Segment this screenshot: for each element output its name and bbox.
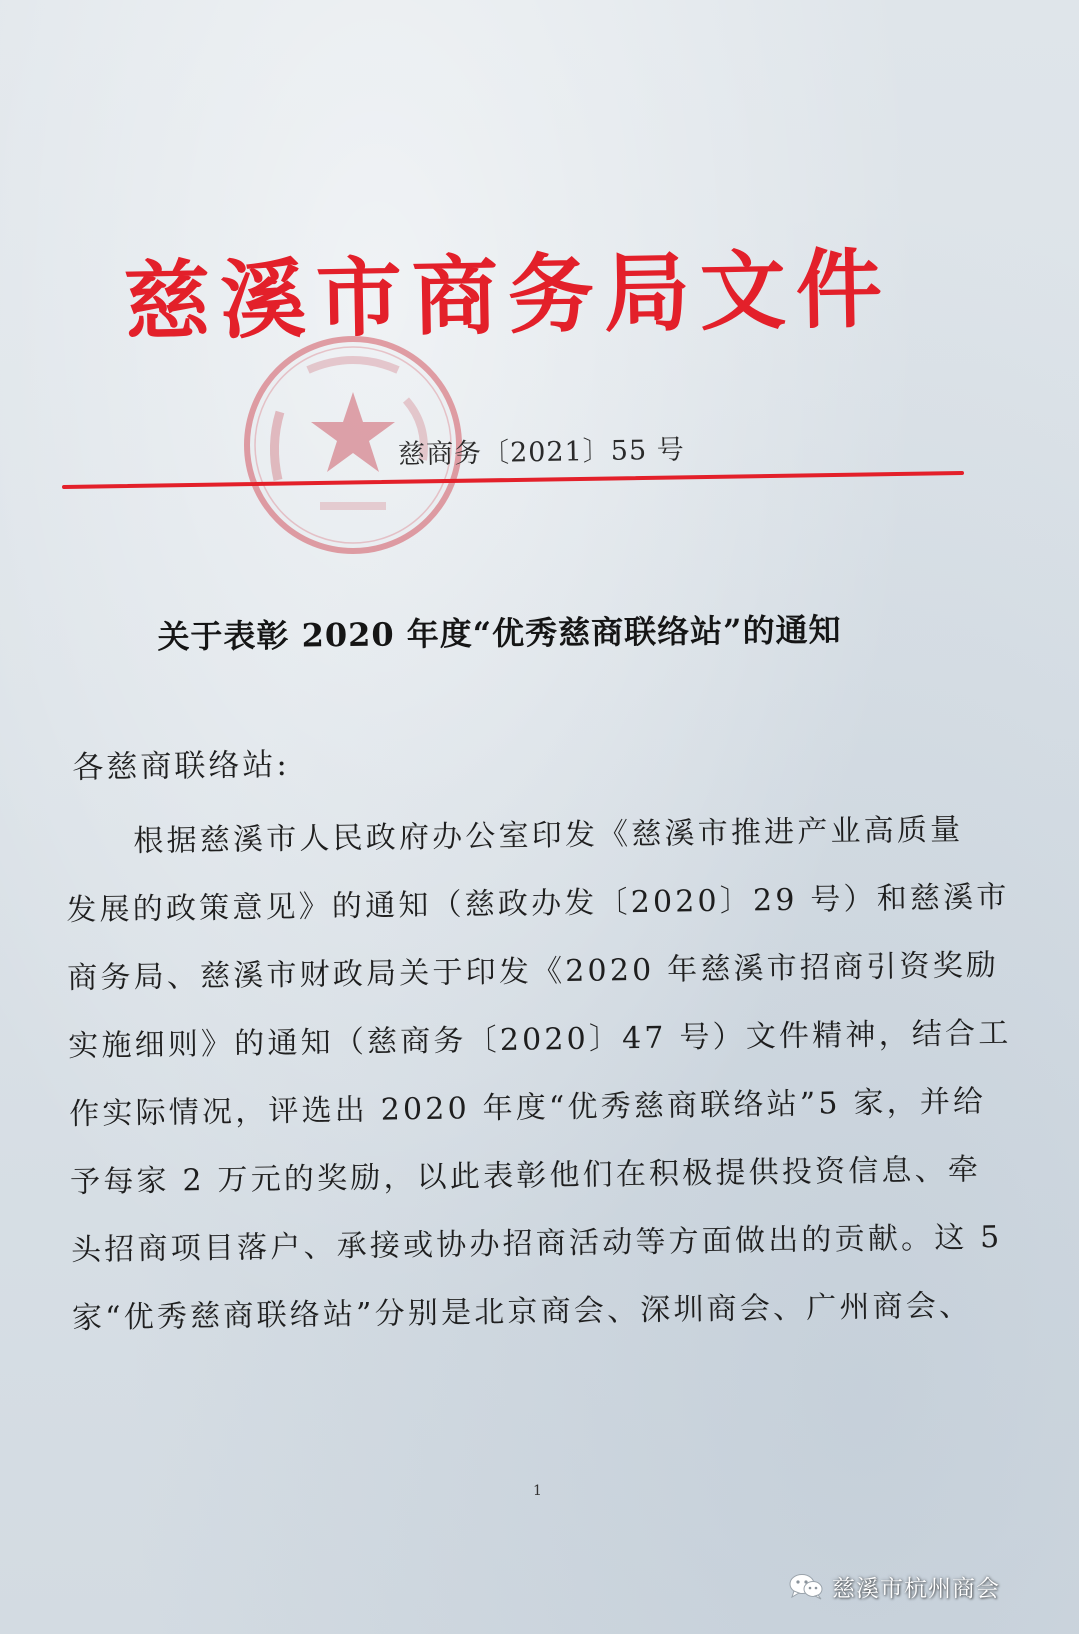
letterhead: [60, 238, 1020, 368]
watermark: [788, 1570, 1000, 1602]
letterhead-title: 慈溪市商务局文件: [123, 238, 893, 353]
body-line: 作实际情况，评选出 2020 年度“优秀慈商联络站”5 家，并给: [68, 1084, 987, 1132]
body-paragraph: [65, 796, 1023, 1353]
salutation: 各慈商联络站:: [72, 746, 291, 786]
body-line: 头招商项目落户、承接或协办招商活动等方面做出的贡献。这 5: [70, 1219, 1003, 1268]
body-line: 商务局、慈溪市财政局关于印发《2020 年慈溪市招商引资奖励: [67, 947, 1000, 996]
red-divider-line: [62, 470, 964, 490]
wechat-icon: [788, 1572, 824, 1600]
body-line: 发展的政策意见》的通知（慈政办发〔2020〕29 号）和慈溪市: [66, 879, 1010, 928]
body-line: 实施细则》的通知（慈商务〔2020〕47 号）文件精神，结合工: [68, 1015, 1012, 1064]
page-number: 1: [533, 1483, 542, 1499]
document-number: 慈商务〔2021〕55 号: [397, 434, 685, 471]
body-line: 根据慈溪市人民政府办公室印发《慈溪市推进产业高质量: [133, 812, 964, 860]
notice-title: 关于表彰 2020 年度“优秀慈商联络站”的通知: [157, 610, 842, 657]
watermark-text: 慈溪市杭州商会: [832, 1575, 1000, 1602]
document-body: [64, 729, 1022, 1353]
body-line: 家“优秀慈商联络站”分别是北京商会、深圳商会、广州商会、: [71, 1288, 973, 1336]
body-line: 予每家 2 万元的奖励，以此表彰他们在积极提供投资信息、牵: [69, 1152, 982, 1200]
